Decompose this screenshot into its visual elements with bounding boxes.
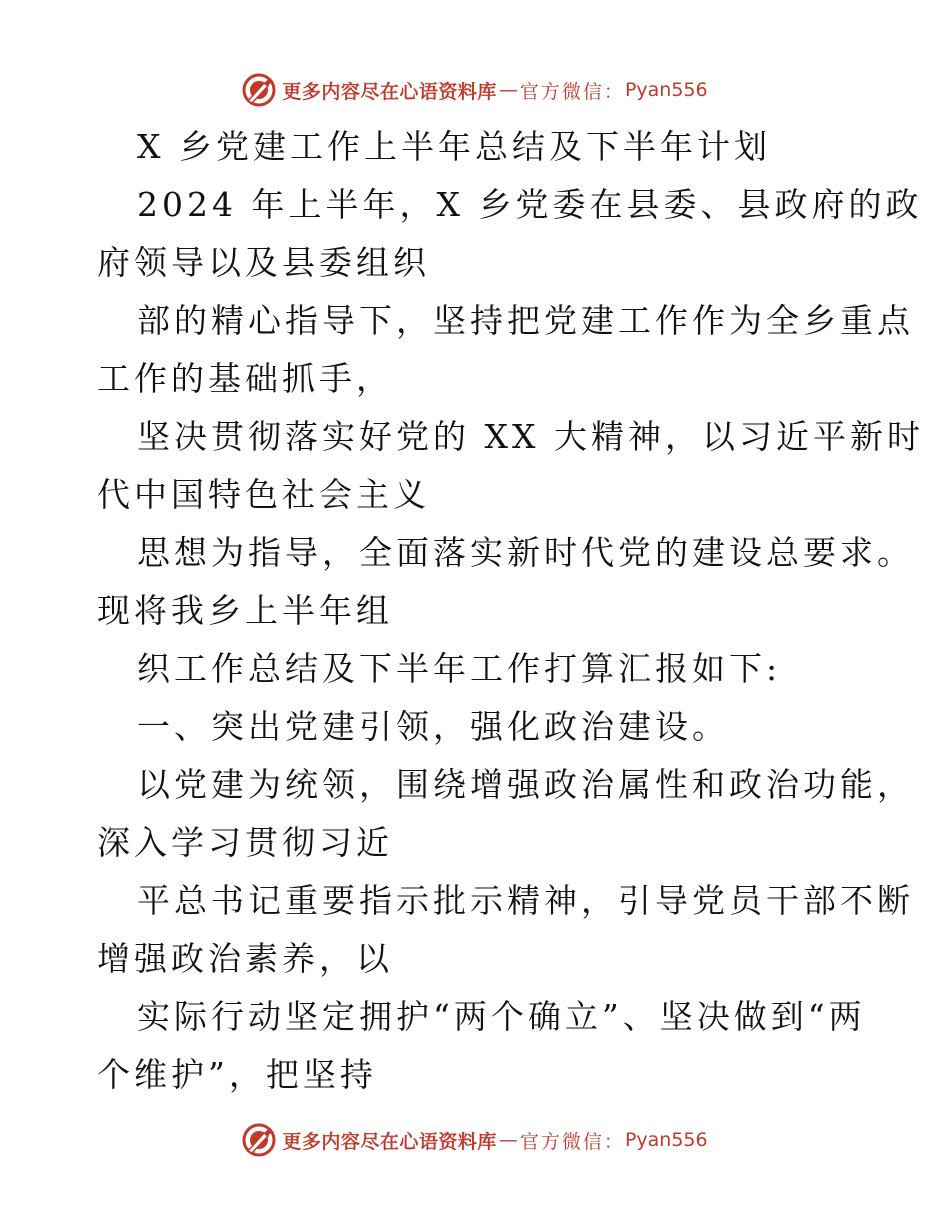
text-line: 部的精心指导下，坚持把党建工作作为全乡重点	[137, 301, 914, 340]
text-line: 代中国特色社会主义	[97, 475, 430, 514]
document-body	[97, 118, 924, 1104]
text-line: 坚决贯彻落实好党的 XX 大精神，以习近平新时	[137, 417, 924, 456]
watermark-main-text: 更多内容尽在心语资料库	[282, 80, 497, 103]
text-line: 实际行动坚定拥护“两个确立”、坚决做到“两	[137, 997, 866, 1036]
text-line: 个维护”，把坚持	[97, 1055, 377, 1094]
pen-logo-icon	[242, 1123, 276, 1157]
watermark-dash: —	[498, 1129, 518, 1151]
text-line: 织工作总结及下半年工作打算汇报如下:	[137, 649, 782, 688]
text-line: 平总书记重要指示批示精神，引导党员干部不断	[137, 881, 914, 920]
document-title: X 乡党建工作上半年总结及下半年计划	[137, 127, 771, 166]
watermark-wechat-label: 官方微信：	[519, 80, 625, 103]
text-line: 以党建为统领，围绕增强政治属性和政治功能，	[137, 765, 914, 804]
text-line: 工作的基础抓手，	[97, 359, 393, 398]
text-line: 思想为指导，全面落实新时代党的建设总要求。	[137, 533, 914, 572]
watermark-main-text: 更多内容尽在心语资料库	[282, 1130, 497, 1153]
footer-watermark	[0, 1120, 950, 1160]
text-line: 增强政治素养，以	[97, 939, 393, 978]
text-line: 现将我乡上半年组	[97, 591, 393, 630]
text-line: 2024 年上半年，X 乡党委在县委、县政府的政	[137, 185, 923, 224]
section-heading: 一、突出党建引领，强化政治建设。	[137, 707, 729, 746]
watermark-dash: —	[498, 79, 518, 101]
text-line: 府领导以及县委组织	[97, 243, 430, 282]
text-line: 深入学习贯彻习近	[97, 823, 393, 862]
watermark-wechat-id: Pyan556	[624, 79, 708, 101]
watermark-wechat-id: Pyan556	[624, 1129, 708, 1151]
watermark-wechat-label: 官方微信：	[519, 1130, 625, 1153]
pen-logo-icon	[242, 73, 276, 107]
header-watermark	[0, 70, 950, 110]
